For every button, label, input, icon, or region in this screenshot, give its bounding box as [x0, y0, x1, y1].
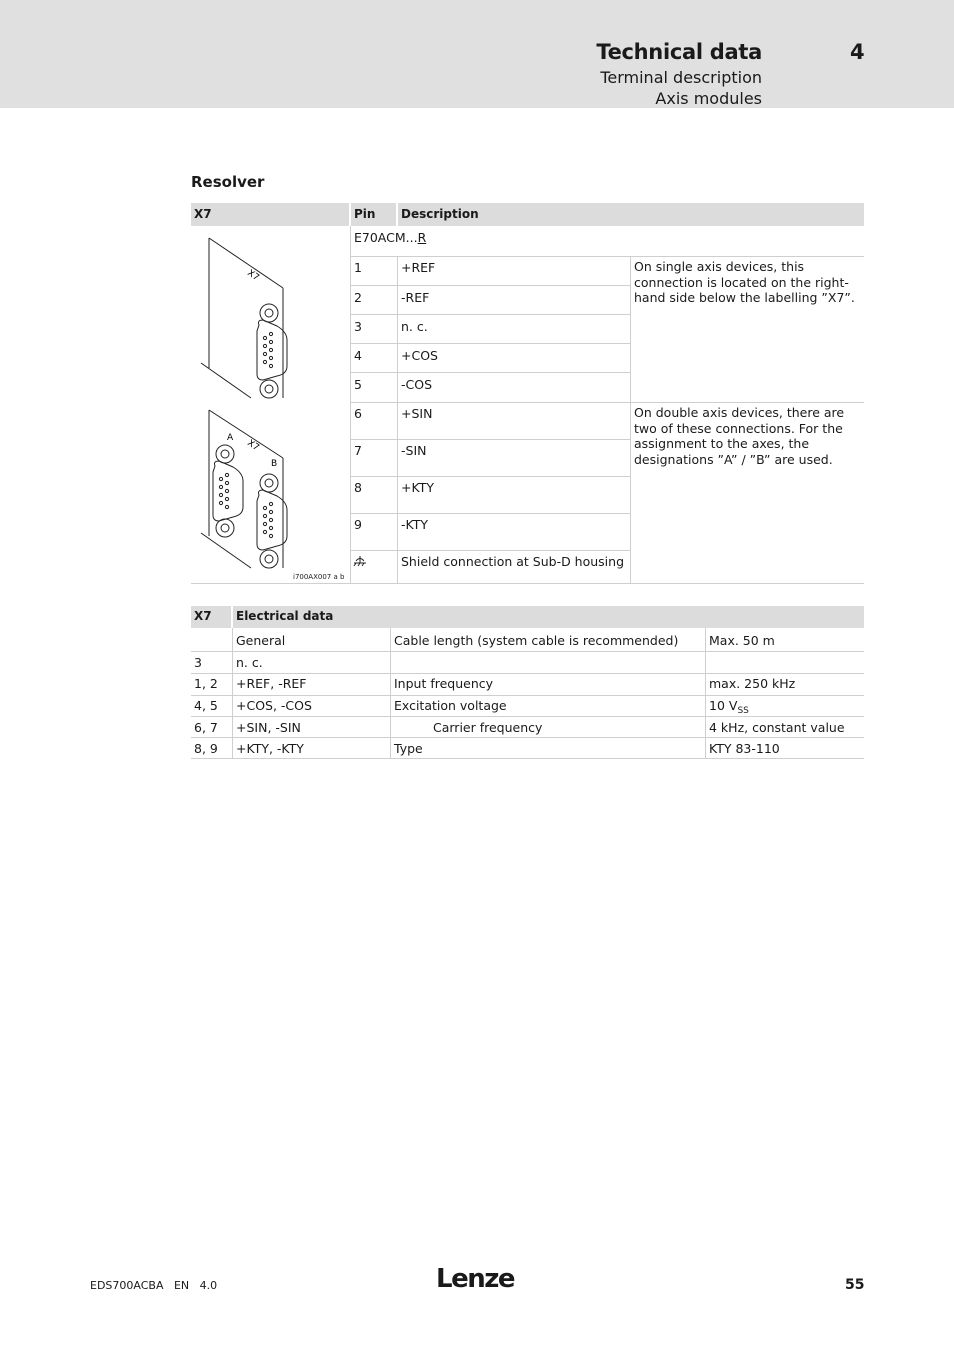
elec-value: Max. 50 m	[709, 633, 775, 648]
pin-number: 7	[354, 443, 362, 458]
elec-pins: 8, 9	[194, 741, 218, 756]
pin-number: 6	[354, 406, 362, 421]
pin-description: -SIN	[401, 443, 427, 458]
elec-signal: +KTY, -KTY	[236, 741, 304, 756]
pin-number: 8	[354, 480, 362, 495]
elec-pins: 4, 5	[194, 698, 218, 713]
pin-number: 5	[354, 377, 362, 392]
pin-table	[191, 203, 864, 584]
elec-parameter: Cable length (system cable is recommended)	[394, 633, 679, 648]
elec-signal: +REF, -REF	[236, 676, 307, 691]
chapter-title: Technical data	[596, 40, 762, 64]
shield-ground-icon	[353, 555, 367, 567]
elec-pins: 3	[194, 655, 202, 670]
elec-signal: General	[236, 633, 286, 648]
pin-description: -COS	[401, 377, 433, 392]
pin-number: 1	[354, 260, 362, 275]
pin-number: 9	[354, 517, 362, 532]
chapter-subtitle-2: Axis modules	[655, 89, 762, 108]
pin-table-header-pin: Pin	[351, 203, 396, 226]
elec-header-x7: X7	[191, 606, 231, 628]
elec-value-main: 10 V	[709, 698, 738, 713]
section-title: Resolver	[191, 173, 265, 191]
document-id: EDS700ACBA EN 4.0	[90, 1279, 218, 1292]
elec-parameter: Input frequency	[394, 676, 494, 691]
chapter-number: 4	[850, 40, 865, 64]
pin-description: -REF	[401, 290, 430, 305]
note-single-axis: On single axis devices, this connection is located on the right-hand side below the labelling ”X7”.	[634, 259, 855, 305]
pin-table-header-x7: X7	[191, 203, 349, 226]
elec-pins: 6, 7	[194, 720, 218, 735]
elec-value: KTY 83-110	[709, 741, 780, 756]
figure-label-a: A	[227, 433, 234, 443]
elec-signal: n. c.	[236, 655, 263, 670]
figure-label-x7-top: X7	[245, 268, 261, 284]
elec-signal: +COS, -COS	[236, 698, 312, 713]
elec-value-subscript: SS	[737, 706, 749, 716]
pin-number: 2	[354, 290, 362, 305]
elec-parameter: Excitation voltage	[394, 698, 507, 713]
pin-number: 3	[354, 319, 362, 334]
pin-description: +COS	[401, 348, 438, 363]
pin-description: n. c.	[401, 319, 428, 334]
note-double-axis: On double axis devices, there are two of these connections. For the assignment to the axes, the designations ”A” / ”B” are used.	[634, 405, 845, 467]
elec-parameter: Carrier frequency	[433, 720, 543, 735]
elec-value: max. 250 kHz	[709, 676, 796, 691]
variant-label	[351, 228, 651, 254]
elec-signal: +SIN, -SIN	[236, 720, 301, 735]
figure-label-x7-bottom: X7	[245, 438, 261, 454]
elec-value: 4 kHz, constant value	[709, 720, 845, 735]
figure-label-b: B	[271, 459, 278, 469]
elec-parameter	[391, 653, 703, 657]
lenze-logo: Lenze	[436, 1264, 514, 1294]
pin-description: +KTY	[401, 480, 434, 495]
elec-value	[706, 653, 864, 657]
chapter-subtitle-1: Terminal description	[600, 68, 762, 87]
figure-caption: i700AX007 a b	[293, 573, 345, 581]
elec-pins: 1, 2	[194, 676, 218, 691]
variant-suffix: R	[417, 230, 427, 245]
resolver-connector-figure	[191, 228, 349, 585]
variant-prefix: E70ACM...	[354, 230, 418, 245]
pin-description: +SIN	[401, 406, 433, 421]
pin-number: 4	[354, 348, 362, 363]
elec-parameter: Type	[394, 741, 423, 756]
pin-description: -KTY	[401, 517, 429, 532]
pin-description: +REF	[401, 260, 436, 275]
page-number: 55	[845, 1277, 865, 1293]
pin-table-header-description: Description	[398, 203, 864, 226]
electrical-data-table	[191, 606, 864, 759]
page-header	[0, 0, 954, 108]
elec-pins	[191, 631, 231, 635]
elec-header-electrical-data: Electrical data	[233, 606, 864, 628]
pin-description: Shield connection at Sub-D housing	[401, 554, 625, 569]
